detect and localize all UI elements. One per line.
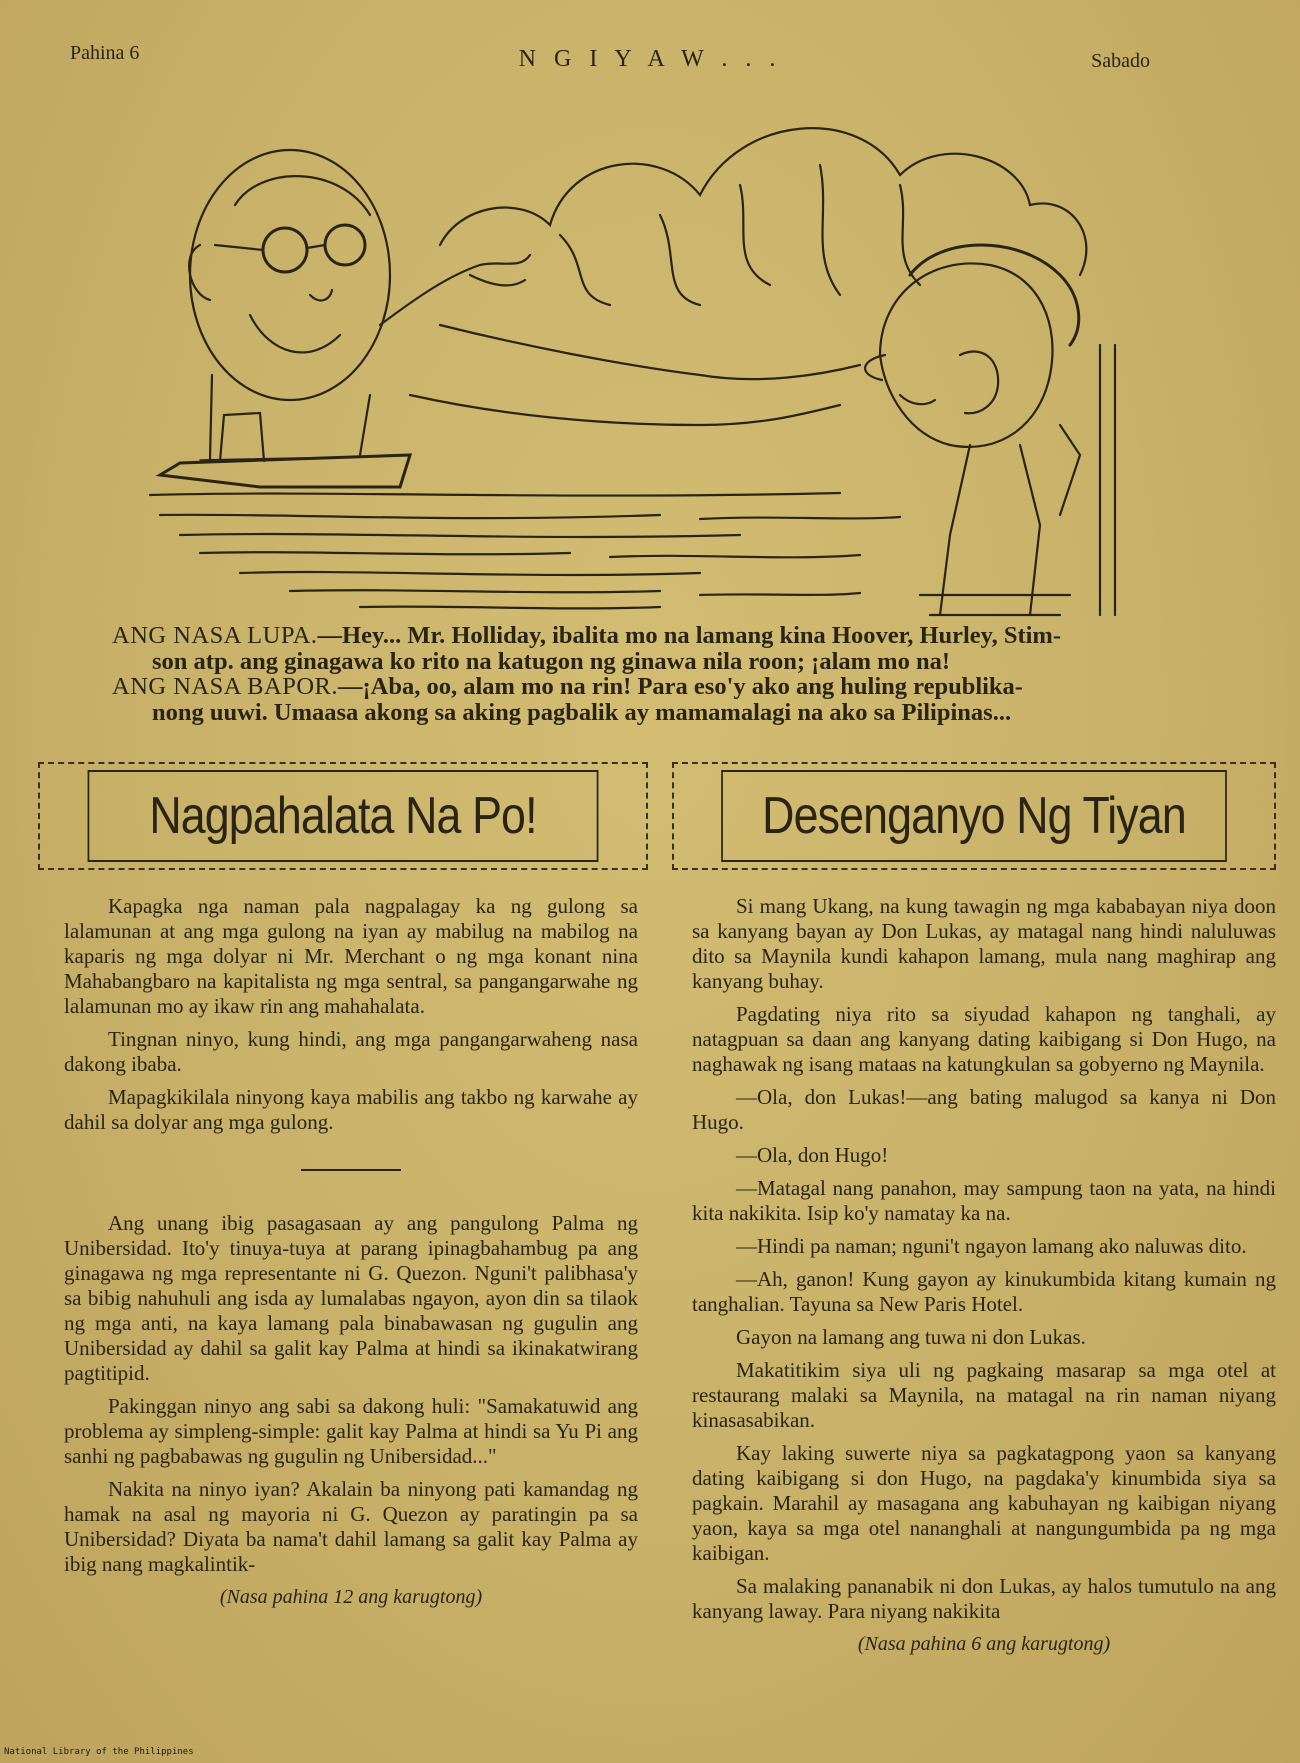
paragraph: Ang unang ibig pasagasaan ay ang pangulong Palma ng Unibersidad. Ito'y tinuya-tuya at parang ipinagbahambug pa ang ginagawa ng mga representante ni G. Quezon. Nguni't palibhasa'y sa bibig nahuhuli ang isda ay lumalabas ngayon, ayon din sa tilaok ng mga anti, na kaya lamang pala binabawasan ng gugulin ang Unibersidad ay dahil sa galit kay Palma at hindi sa ikinakatwirang pagtitipid. — [64, 1211, 638, 1385]
paragraph: Pakinggan ninyo ang sabi sa dakong huli: "Samakatuwid ang problema ay simpleng-simple: galit kay Palma at hindi sa Yu Pi ang sanhi ng pagbabawas ng gugulin ng Unibersidad..." — [64, 1394, 638, 1468]
left-article-body — [38, 894, 648, 1610]
paragraph: —Hindi pa naman; nguni't ngayon lamang ako naluwas dito. — [736, 1234, 1247, 1258]
caption-line: son atp. ang ginagawa ko rito na katugon ng ginawa nila roon; ¡alam mo na! — [152, 647, 950, 675]
left-title-frame — [38, 762, 648, 870]
right-title-frame — [672, 762, 1276, 870]
editorial-cartoon — [140, 95, 1250, 625]
paragraph: Sa malaking pananabik ni don Lukas, ay halos tumutulo na ang kanyang laway. Para niyang nakikita — [692, 1574, 1276, 1623]
page-number: Pahina 6 — [70, 42, 140, 64]
paragraph: Gayon na lamang ang tuwa ni don Lukas. — [736, 1325, 1086, 1349]
right-article — [672, 762, 1276, 1657]
caption-text: —¡Aba, oo, alam mo na rin! Para eso'y ako ang huling republika- — [338, 673, 1023, 700]
caption-line: nong uuwi. Umaasa akong sa aking pagbalik ay mamamalagi na ako sa Pilipinas... — [152, 698, 1012, 726]
caption-text: —Hey... Mr. Holliday, ibalita mo na lamang kina Hoover, Hurley, Stim- — [317, 622, 1061, 649]
library-credit: National Library of the Philippines — [4, 1747, 194, 1757]
paragraph: —Matagal nang panahon, may sampung taon na yata, na hindi kita nakikita. Isip ko'y namatay ka na. — [692, 1176, 1276, 1225]
page-header — [0, 36, 1300, 76]
paragraph: Makatitikim siya uli ng pagkaing masarap sa mga otel at restaurang malaki sa Maynila, na matagal na rin naman niyang kinasasabikan. — [692, 1358, 1276, 1432]
caption-speaker: ANG NASA LUPA. — [112, 622, 318, 649]
section-divider — [301, 1169, 401, 1171]
paragraph: —Ola, don Lukas!—ang bating malugod sa kanya ni Don Hugo. — [692, 1085, 1276, 1134]
paragraph: Pagdating niya rito sa siyudad kahapon ng tanghali, ay natagpuan sa daan ang kanyang dating kaibigang si Don Hugo, na naghawak ng isang mataas na katungkulan sa gobyerno ng Maynila. — [692, 1002, 1276, 1076]
paragraph: Tingnan ninyo, kung hindi, ang mga pangangarwaheng nasa dakong ibaba. — [64, 1027, 638, 1076]
left-article — [38, 762, 648, 1610]
cartoon-caption — [112, 623, 1222, 725]
paragraph: Mapagkikilala ninyong kaya mabilis ang takbo ng karwahe ay dahil sa dolyar ang mga gulong. — [64, 1085, 638, 1134]
masthead: N G I Y A W . . . — [518, 46, 782, 72]
paragraph: Kay laking suwerte niya sa pagkatagpong yaon sa kanyang dating kaibigang si don Hugo, na pagdaka'y kinumbida siya sa pagkain. Marahil ay masagana ang kabuhayan ng kaibigan niyang yaon, kaya sa mga otel nananghali at nangungumbida pa ng mga kaibigan. — [692, 1441, 1276, 1565]
paragraph: —Ah, ganon! Kung gayon ay kinukumbida kitang kumain ng tanghalian. Tayuna sa New Paris Hotel. — [692, 1267, 1276, 1316]
continued-note: (Nasa pahina 12 ang karugtong) — [219, 1586, 483, 1608]
right-article-title: Desenganyo Ng Tiyan — [721, 770, 1227, 862]
paragraph: —Ola, don Hugo! — [736, 1143, 889, 1167]
paragraph: Kapagka nga naman pala nagpalagay ka ng gulong sa lalamunan at ang mga gulong na iyan ay mabilug na mabilog na kaparis ng mga dolyar ni Mr. Merchant o ng mga konant nina Mahabangbaro na kapitalista ng mga sentral, sa pangangarwahe ng lalamunan mo ay ikaw rin ang mahahalata. — [64, 894, 638, 1018]
paragraph: Nakita na ninyo iyan? Akalain ba ninyong pati kamandag ng hamak na asal ng mayoria ni G. Quezon ay paratingin pa sa Unibersidad? Diyata ba nama't dahil lamang sa galit kay Palma ay ibig nang magkalintik- — [64, 1477, 638, 1576]
caption-line — [112, 623, 1222, 649]
paragraph: Si mang Ukang, na kung tawagin ng mga kababayan niya doon sa kanyang bayan ay Don Lukas, ay matagal nang hindi naluluwas dito sa Maynila kundi kahapon lamang, mula nang maghirap ang kanyang buhay. — [692, 894, 1276, 993]
continued-note: (Nasa pahina 6 ang karugtong) — [857, 1633, 1111, 1655]
caption-speaker: ANG NASA BAPOR. — [112, 673, 339, 700]
left-article-title: Nagpahalata Na Po! — [88, 770, 599, 862]
caption-line — [112, 674, 1222, 700]
right-article-body — [672, 894, 1276, 1657]
issue-day: Sabado — [1091, 50, 1150, 72]
